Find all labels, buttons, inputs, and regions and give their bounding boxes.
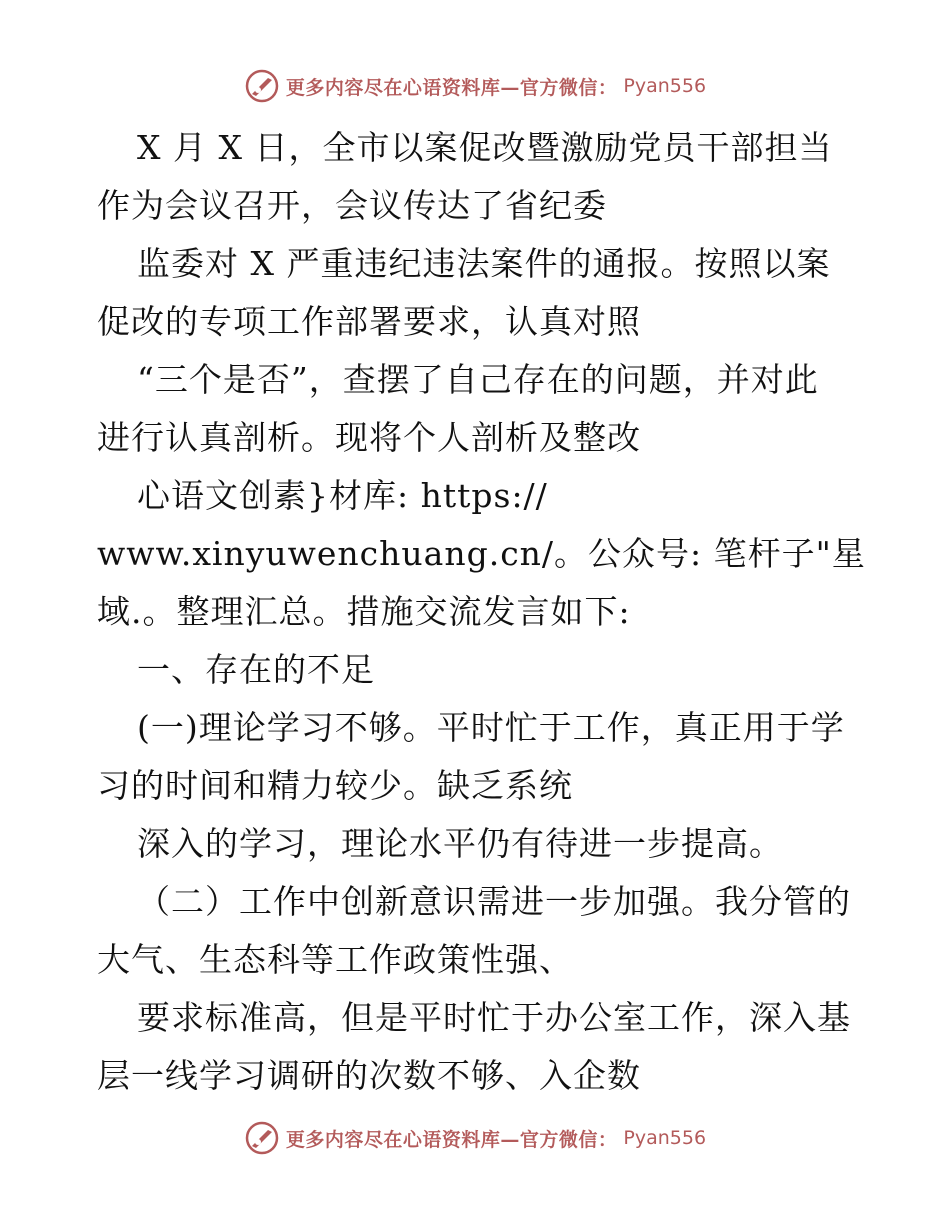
text-line: 域.。整理汇总。措施交流发言如下: [97, 592, 631, 631]
text-line: (一)理论学习不够。平时忙于工作，真正用于学 [137, 708, 845, 747]
text-line: 监委对 X 严重违纪违法案件的通报。按照以案 [137, 244, 831, 283]
text-line: （二）工作中创新意识需进一步加强。我分管的 [137, 882, 851, 921]
text-line: 促改的专项工作部署要求，认真对照 [97, 302, 641, 341]
text-line: www.xinyuwenchuang.cn/。公众号: 笔杆子"星 [97, 534, 866, 573]
banner-text: 更多内容尽在心语资料库—官方微信： [285, 1128, 618, 1151]
text-line: 进行认真剖析。现将个人剖析及整改 [97, 418, 641, 457]
text-line: 作为会议召开，会议传达了省纪委 [97, 186, 607, 225]
quill-pen-circle-logo-icon [244, 1120, 280, 1156]
text-line: “三个是否”，查摆了自己存在的问题，并对此 [137, 360, 819, 399]
text-line: 心语文创素}材库: https:// [137, 476, 548, 515]
banner-text: 更多内容尽在心语资料库—官方微信： [285, 76, 618, 99]
header-watermark-banner [0, 68, 950, 104]
text-line: 深入的学习，理论水平仍有待进一步提高。 [137, 824, 783, 863]
banner-account: Pyan556 [623, 1127, 707, 1149]
text-line: 要求标准高，但是平时忙于办公室工作，深入基 [137, 998, 851, 1037]
text-line: 一、存在的不足 [137, 650, 375, 689]
text-line: 层一线学习调研的次数不够、入企数 [97, 1056, 641, 1095]
footer-watermark-banner [0, 1120, 950, 1156]
document-body [97, 126, 866, 1112]
text-line: 习的时间和精力较少。缺乏系统 [97, 766, 573, 805]
quill-pen-circle-logo-icon [244, 68, 280, 104]
text-line: X 月 X 日，全市以案促改暨激励党员干部担当 [137, 128, 833, 167]
banner-account: Pyan556 [623, 75, 707, 97]
text-line: 大气、生态科等工作政策性强、 [97, 940, 573, 979]
